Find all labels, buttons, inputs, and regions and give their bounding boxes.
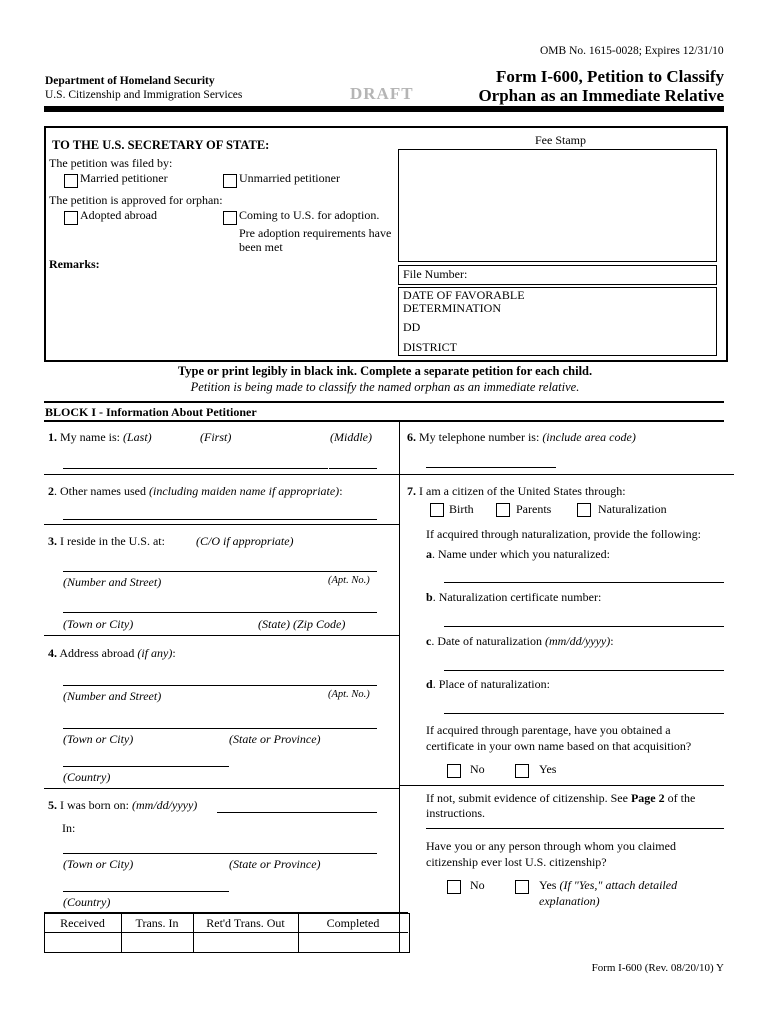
table-header-rule (44, 932, 408, 933)
instructions-line1: Type or print legibly in black ink. Complete a separate petition for each child. (177, 364, 593, 378)
q1-number: 1. (48, 430, 57, 444)
omb-number: OMB No. 1615-0028; Expires 12/31/10 (540, 45, 724, 57)
evidence-page-ref: Page 2 (630, 791, 665, 805)
telephone-field[interactable] (426, 467, 556, 468)
certificate-number-field[interactable] (444, 626, 724, 627)
q7a-text: . Name under which you naturalized: (432, 547, 610, 561)
q7-question (407, 484, 626, 499)
to-secretary-heading: TO THE U.S. SECRETARY OF STATE: (52, 138, 270, 152)
birth-town-field[interactable] (63, 853, 377, 854)
unmarried-checkbox[interactable] (223, 174, 237, 188)
lost-yes-text: Yes (539, 878, 557, 892)
q4-town-city: (Town or City) (63, 732, 134, 746)
q3-separator (44, 635, 399, 636)
q4-question (48, 646, 176, 661)
naturalized-name-field[interactable] (444, 582, 724, 583)
q5-question (48, 798, 197, 813)
parentage-no-label: No (470, 762, 485, 776)
q7c-letter: c (426, 634, 432, 648)
q2-italic: (including maiden name if appropriate) (148, 484, 340, 498)
q5-town-city: (Town or City) (63, 857, 134, 871)
q7d-text: . Place of naturalization: (432, 677, 550, 691)
column-divider (399, 422, 400, 952)
q3-number-street: (Number and Street) (63, 575, 162, 589)
q3-question (48, 534, 165, 549)
parents-label: Parents (516, 502, 552, 516)
coming-to-us-label: Coming to U.S. for adoption. (239, 208, 380, 222)
parentage-line2: certificate in your own name based on that acquisition? (426, 739, 692, 753)
table-header-received: Received (60, 916, 105, 930)
instructions-line2: Petition is being made to classify the named orphan as an immediate relative. (190, 380, 580, 394)
q2-question (48, 484, 343, 499)
lost-yes-checkbox[interactable] (515, 880, 529, 894)
parentage-line1: If acquired through parentage, have you obtained a (426, 723, 671, 737)
form-title-line2: Orphan as an Immediate Relative (478, 86, 724, 105)
fee-stamp-label: Fee Stamp (535, 133, 586, 147)
coming-to-us-checkbox[interactable] (223, 211, 237, 225)
form-revision: Form I-600 (Rev. 08/20/10) Y (591, 962, 724, 974)
lost-yes-detail: (If "Yes," attach detailed (559, 878, 678, 892)
naturalization-label: Naturalization (598, 502, 667, 516)
q5-country: (Country) (63, 895, 111, 909)
table-header-completed: Completed (326, 916, 380, 930)
q7b-text: . Naturalization certificate number: (432, 590, 602, 604)
lost-yes-label (539, 878, 677, 893)
us-co-field[interactable] (63, 571, 377, 572)
q3-state-zip: (State) (Zip Code) (258, 617, 346, 631)
other-names-field[interactable] (63, 519, 377, 520)
q1-separator (44, 474, 734, 475)
preadoption-line1: Pre adoption requirements have (239, 226, 392, 240)
q1-last: (Last) (123, 430, 152, 444)
lost-line2: citizenship ever lost U.S. citizenship? (426, 855, 607, 869)
birth-label: Birth (449, 502, 474, 516)
parents-checkbox[interactable] (496, 503, 510, 517)
birth-country-field[interactable] (63, 891, 229, 892)
adopted-abroad-checkbox[interactable] (64, 211, 78, 225)
q7a (426, 547, 610, 562)
q1-question (48, 430, 152, 445)
q7c (426, 634, 614, 649)
naturalization-place-field[interactable] (444, 713, 724, 714)
preadoption-line2: been met (239, 240, 283, 254)
q7c-italic: (mm/dd/yyyy) (544, 634, 611, 648)
approved-for-label: The petition is approved for orphan: (49, 193, 223, 207)
q4-colon: : (172, 646, 176, 660)
q2-colon: : (339, 484, 343, 498)
q7b (426, 590, 601, 605)
remarks-label: Remarks: (49, 257, 100, 271)
q3-apt: (Apt. No.) (328, 575, 370, 586)
file-number-label: File Number: (403, 267, 468, 281)
lost-no-label: No (470, 878, 485, 892)
lost-line1: Have you or any person through whom you claimed (426, 839, 676, 853)
birth-date-field[interactable] (217, 812, 377, 813)
department-name: Department of Homeland Security (45, 75, 215, 87)
naturalization-checkbox[interactable] (577, 503, 591, 517)
q3-town-city: (Town or City) (63, 617, 134, 631)
parentage-no-checkbox[interactable] (447, 764, 461, 778)
parentage-yes-label: Yes (539, 762, 557, 776)
evidence-separator (426, 828, 724, 829)
q3-co: (C/O if appropriate) (196, 534, 294, 548)
fee-stamp-box (398, 149, 717, 262)
us-street-field[interactable] (63, 612, 377, 613)
q7-text: I am a citizen of the United States through: (419, 484, 626, 498)
q6-question (407, 430, 636, 445)
q1-first: (First) (200, 430, 232, 444)
q4-italic: (if any) (137, 646, 173, 660)
q4-country: (Country) (63, 770, 111, 784)
unmarried-label: Unmarried petitioner (239, 171, 340, 185)
q5-state-province: (State or Province) (229, 857, 321, 871)
q7d (426, 677, 550, 692)
table-header-trans-in: Trans. In (135, 916, 179, 930)
q4-number-street: (Number and Street) (63, 689, 162, 703)
q4-number: 4. (48, 646, 57, 660)
q7-number: 7. (407, 484, 416, 498)
q3-number: 3. (48, 534, 57, 548)
q6-italic: (include area code) (542, 430, 636, 444)
evidence-line1 (426, 791, 695, 806)
abroad-country-field[interactable] (63, 766, 229, 767)
evidence-line2: instructions. (426, 806, 485, 820)
q1-text: My name is: (60, 430, 120, 444)
lost-yes-detail2: explanation) (539, 894, 600, 908)
q7a-letter: a (426, 547, 432, 561)
q7-separator (399, 785, 724, 786)
birth-checkbox[interactable] (430, 503, 444, 517)
q4-state-province: (State or Province) (229, 732, 321, 746)
header-rule (44, 106, 724, 112)
q4-text: Address abroad (59, 646, 135, 660)
parentage-yes-checkbox[interactable] (515, 764, 529, 778)
abroad-street-field[interactable] (63, 685, 377, 686)
first-name-field[interactable] (201, 468, 328, 469)
district-label: DISTRICT (403, 340, 457, 354)
q2-number: 2 (48, 484, 54, 498)
q5-text: I was born on: (60, 798, 129, 812)
adopted-abroad-label: Adopted abroad (80, 208, 157, 222)
q5-number: 5. (48, 798, 57, 812)
draft-watermark: DRAFT (350, 84, 414, 103)
last-name-field[interactable] (63, 468, 201, 469)
table-header-retd-trans-out: Ret'd Trans. Out (206, 916, 285, 930)
evidence-text-a: If not, submit evidence of citizenship. See (426, 791, 628, 805)
q1-middle: (Middle) (330, 430, 372, 444)
dd-label: DD (403, 320, 421, 334)
q7c-text: . Date of naturalization (431, 634, 542, 648)
block-rule-bottom (44, 420, 724, 422)
q2-text: . Other names used (54, 484, 146, 498)
abroad-town-field[interactable] (63, 728, 377, 729)
nat-intro: If acquired through naturalization, provide the following: (426, 527, 701, 541)
date-favorable-line2: DETERMINATION (403, 301, 501, 315)
q7d-letter: d (426, 677, 433, 691)
block1-title: BLOCK I - Information About Petitioner (45, 405, 257, 419)
q6-text: My telephone number is: (419, 430, 540, 444)
evidence-text-b: of the (667, 791, 696, 805)
q7b-letter: b (426, 590, 433, 604)
filed-by-label: The petition was filed by: (49, 156, 173, 170)
lost-no-checkbox[interactable] (447, 880, 461, 894)
date-favorable-line1: DATE OF FAVORABLE (403, 288, 525, 302)
married-label: Married petitioner (80, 171, 168, 185)
form-title-line1: Form I-600, Petition to Classify (495, 67, 724, 86)
q3-text: I reside in the U.S. at: (60, 534, 165, 548)
q4-separator (44, 788, 399, 789)
naturalization-date-field[interactable] (444, 670, 724, 671)
q7c-colon: : (610, 634, 614, 648)
middle-name-field[interactable] (329, 468, 377, 469)
block-rule-top (44, 401, 724, 403)
q2-separator (44, 524, 399, 525)
q5-italic: (mm/dd/yyyy) (132, 798, 198, 812)
q4-apt: (Apt. No.) (328, 689, 370, 700)
q5-in: In: (62, 821, 76, 835)
agency-name: U.S. Citizenship and Immigration Services (45, 89, 243, 101)
married-checkbox[interactable] (64, 174, 78, 188)
q6-number: 6. (407, 430, 416, 444)
